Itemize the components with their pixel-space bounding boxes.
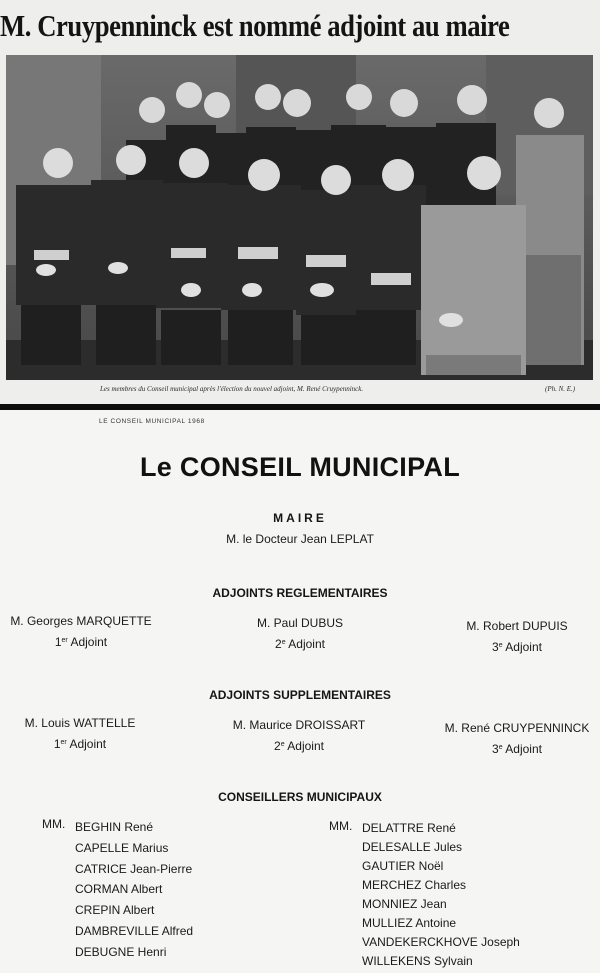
photo-credit: (Ph. N. E.)	[545, 385, 576, 393]
conseiller-name: MONNIEZ Jean	[362, 897, 447, 911]
maire-heading: MAIRE	[273, 511, 327, 525]
adjoint-reg-3	[417, 617, 600, 657]
newspaper-clipping	[0, 0, 600, 404]
member-name: M. René CRUYPENNINCK	[444, 721, 590, 735]
conseiller-name: WILLEKENS Sylvain	[362, 954, 473, 968]
conseiller-name: DEBUGNE Henri	[75, 944, 167, 959]
adjoints-supplementaires-heading: ADJOINTS SUPPLEMENTAIRES	[209, 688, 391, 702]
adjoint-sup-2	[199, 716, 399, 756]
member-name: M. Georges MARQUETTE	[10, 614, 152, 628]
conseillers-right-prefix: MM.	[329, 819, 353, 833]
conseiller-name: DAMBREVILLE Alfred	[75, 923, 194, 938]
conseillers-right-column	[362, 819, 520, 971]
conseiller-name: DELATTRE René	[362, 821, 456, 835]
adjoints-reglementaires-heading: ADJOINTS REGLEMENTAIRES	[212, 586, 388, 600]
adjoint-reg-1	[0, 612, 181, 652]
conseiller-name: CORMAN Albert	[75, 882, 163, 897]
member-name: M. Robert DUPUIS	[466, 619, 568, 633]
photo-caption: Les membres du Conseil municipal après l'élection du nouvel adjoint, M. René Cruypenninck.	[100, 385, 364, 393]
member-rank: 2e Adjoint	[274, 739, 324, 753]
adjoint-sup-1	[0, 714, 180, 754]
conseiller-name: MULLIEZ Antoine	[362, 916, 457, 930]
conseiller-name: CAPELLE Marius	[75, 840, 169, 855]
council-group-photo	[6, 55, 593, 380]
member-name: M. Maurice DROISSART	[232, 718, 366, 732]
member-rank: 1er Adjoint	[53, 737, 107, 751]
council-page	[0, 410, 600, 973]
conseiller-name: BEGHIN René	[75, 820, 154, 834]
conseillers-heading: CONSEILLERS MUNICIPAUX	[218, 790, 382, 804]
conseiller-name: CATRICE Jean-Pierre	[75, 861, 193, 876]
conseillers-left-prefix: MM.	[42, 817, 66, 831]
conseillers-left-column	[75, 817, 193, 963]
conseiller-name: CREPIN Albert	[75, 903, 155, 918]
member-rank: 1er Adjoint	[54, 635, 108, 649]
member-name: M. Paul DUBUS	[256, 616, 344, 630]
adjoint-sup-3	[417, 719, 600, 759]
clipping-headline: M. Cruypenninck est nommé adjoint au maire	[0, 8, 510, 43]
conseiller-name: VANDEKERCKHOVE Joseph	[362, 935, 520, 949]
member-rank: 2e Adjoint	[275, 637, 325, 651]
maire-name: M. le Docteur Jean LEPLAT	[226, 532, 374, 546]
group-photo-illustration	[6, 55, 593, 380]
conseiller-name: DELESALLE Jules	[362, 840, 463, 854]
adjoint-reg-2	[200, 614, 400, 654]
member-rank: 3e Adjoint	[492, 742, 542, 756]
running-head: LE CONSEIL MUNICIPAL 1968	[99, 418, 205, 425]
page-title: Le CONSEIL MUNICIPAL	[139, 452, 461, 482]
conseiller-name: MERCHEZ Charles	[362, 878, 467, 892]
conseiller-name: GAUTIER Noël	[362, 859, 444, 873]
member-name: M. Louis WATTELLE	[24, 716, 136, 730]
member-rank: 3e Adjoint	[492, 640, 542, 654]
